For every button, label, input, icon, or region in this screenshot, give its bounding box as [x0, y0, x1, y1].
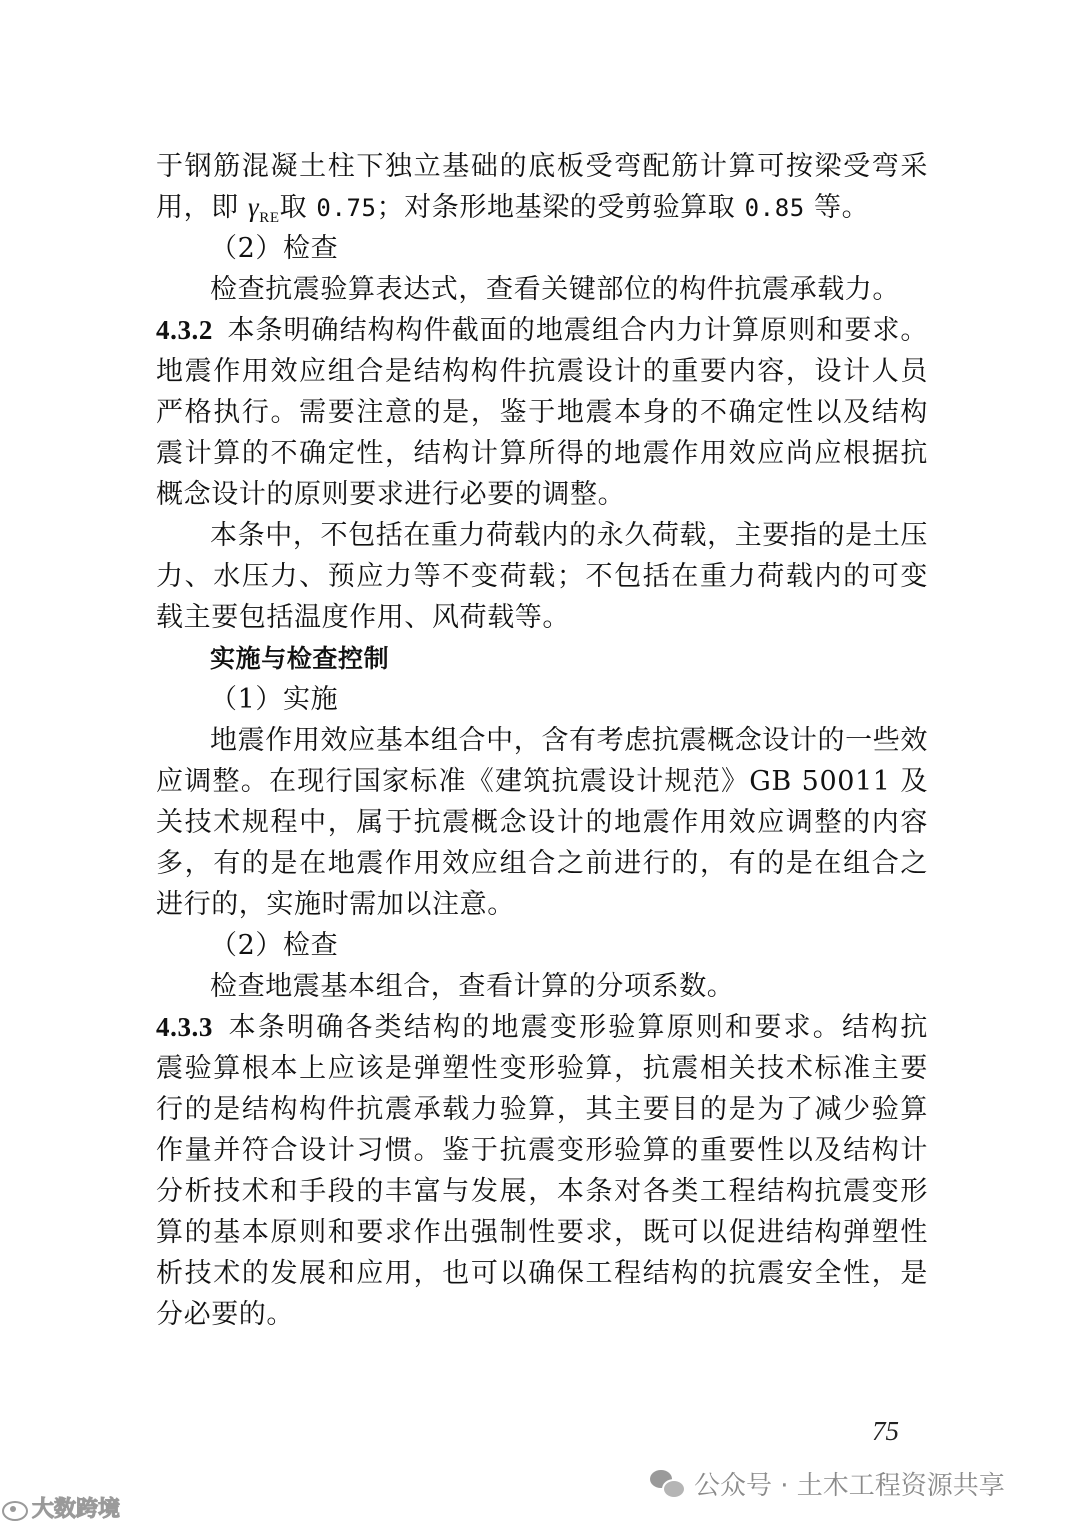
line-text: （2）检查: [210, 930, 339, 961]
line-text: 概念设计的原则要求进行必要的调整。: [156, 479, 626, 510]
text-line: [156, 884, 928, 925]
text-line: [156, 1253, 928, 1294]
watermark-wechat: [650, 1465, 1005, 1502]
heading-text: 实施与检查控制: [210, 644, 390, 673]
text-line: [156, 515, 928, 556]
text-line: [156, 1048, 928, 1089]
line-text: 本条明确结构构件截面的地震组合内力计算原则和要求。: [227, 315, 928, 346]
text-line: [156, 556, 928, 597]
weibo-icon: [2, 1497, 28, 1519]
document-body: [156, 146, 928, 1335]
line-text: 本条中，不包括在重力荷载内的永久荷载，主要指的是土压: [210, 520, 928, 551]
text-line: [156, 269, 928, 310]
line-text: 检查地震基本组合，查看计算的分项系数。: [210, 971, 735, 1002]
line-text: 关技术规程中，属于抗震概念设计的地震作用效应调整的内容: [156, 807, 928, 838]
subsection-implement: [156, 679, 928, 720]
line-text: （1）实施: [210, 684, 339, 715]
line-text: 震验算根本上应该是弹塑性变形验算，抗震相关技术标准主要: [156, 1053, 928, 1084]
watermark-text: 大数跨境: [32, 1497, 121, 1522]
line-text: 地震作用效应组合是结构构件抗震设计的重要内容，设计人员: [156, 356, 928, 387]
wechat-icon: [650, 1470, 684, 1498]
subsection-check: [156, 228, 928, 269]
text-line: [156, 1171, 928, 1212]
gamma-subscript: RE: [259, 210, 280, 226]
watermark-weibo: [2, 1492, 120, 1523]
clause-number: 4.3.2: [156, 315, 213, 345]
text-line-gamma: [156, 187, 928, 228]
text-line: [156, 1212, 928, 1253]
section-heading: [156, 638, 928, 679]
line-text: 力、水压力、预应力等不变荷载；不包括在重力荷载内的可变: [156, 561, 928, 592]
line-text: （2）检查: [210, 233, 339, 264]
line-text: 进行的，实施时需加以注意。: [156, 889, 515, 920]
line-text: 于钢筋混凝土柱下独立基础的底板受弯配筋计算可按梁受弯采: [156, 151, 928, 182]
text-line: [156, 392, 928, 433]
line-text: 震计算的不确定性，结构计算所得的地震作用效应尚应根据抗: [156, 438, 928, 469]
text-line: [156, 474, 928, 515]
line-text: 载主要包括温度作用、风荷载等。: [156, 602, 570, 633]
text-line: [156, 720, 928, 761]
line-text: 分析技术和手段的丰富与发展，本条对各类工程结构抗震变形: [156, 1176, 928, 1207]
line-text: 多，有的是在地震作用效应组合之前进行的，有的是在组合之: [156, 848, 928, 879]
text-line: [156, 1089, 928, 1130]
value-0-85: 0.85: [744, 194, 805, 222]
watermark-text: 公众号 · 土木工程资源共享: [694, 1471, 1005, 1501]
line-text: 作量并符合设计习惯。鉴于抗震变形验算的重要性以及结构计: [156, 1135, 928, 1166]
text-line: [156, 433, 928, 474]
line-text: 等。: [804, 192, 870, 223]
text-line: [156, 802, 928, 843]
line-text: 严格执行。需要注意的是，鉴于地震本身的不确定性以及结构: [156, 397, 928, 428]
gamma-symbol: γ: [247, 192, 260, 222]
text-line: [156, 761, 928, 802]
text-line: [156, 351, 928, 392]
clause-4-3-2: [156, 310, 928, 351]
value-0-75: 0.75: [316, 194, 377, 222]
text-line: [156, 843, 928, 884]
text-line: [156, 146, 928, 187]
text-line: [156, 966, 928, 1007]
text-line: [156, 597, 928, 638]
page-number: 75: [872, 1416, 899, 1446]
line-text: 算的基本原则和要求作出强制性要求，既可以促进结构弹塑性: [156, 1217, 928, 1248]
line-text: 取: [279, 192, 317, 223]
line-text: 应调整。在现行国家标准《建筑抗震设计规范》GB 50011 及: [156, 766, 928, 797]
line-text: 用，即: [156, 192, 248, 223]
subsection-check: [156, 925, 928, 966]
clause-number: 4.3.3: [156, 1012, 213, 1042]
line-text: ；对条形地基梁的受剪验算取: [376, 192, 745, 223]
line-text: 分必要的。: [156, 1299, 294, 1330]
line-text: 地震作用效应基本组合中，含有考虑抗震概念设计的一些效: [210, 725, 928, 756]
line-text: 析技术的发展和应用，也可以确保工程结构的抗震安全性，是: [156, 1258, 928, 1289]
line-text: 检查抗震验算表达式，查看关键部位的构件抗震承载力。: [210, 274, 900, 305]
text-line: [156, 1130, 928, 1171]
line-text: 本条明确各类结构的地震变形验算原则和要求。结构抗: [227, 1012, 928, 1043]
clause-4-3-3: [156, 1007, 928, 1048]
text-line: [156, 1294, 928, 1335]
line-text: 行的是结构构件抗震承载力验算，其主要目的是为了减少验算: [156, 1094, 928, 1125]
